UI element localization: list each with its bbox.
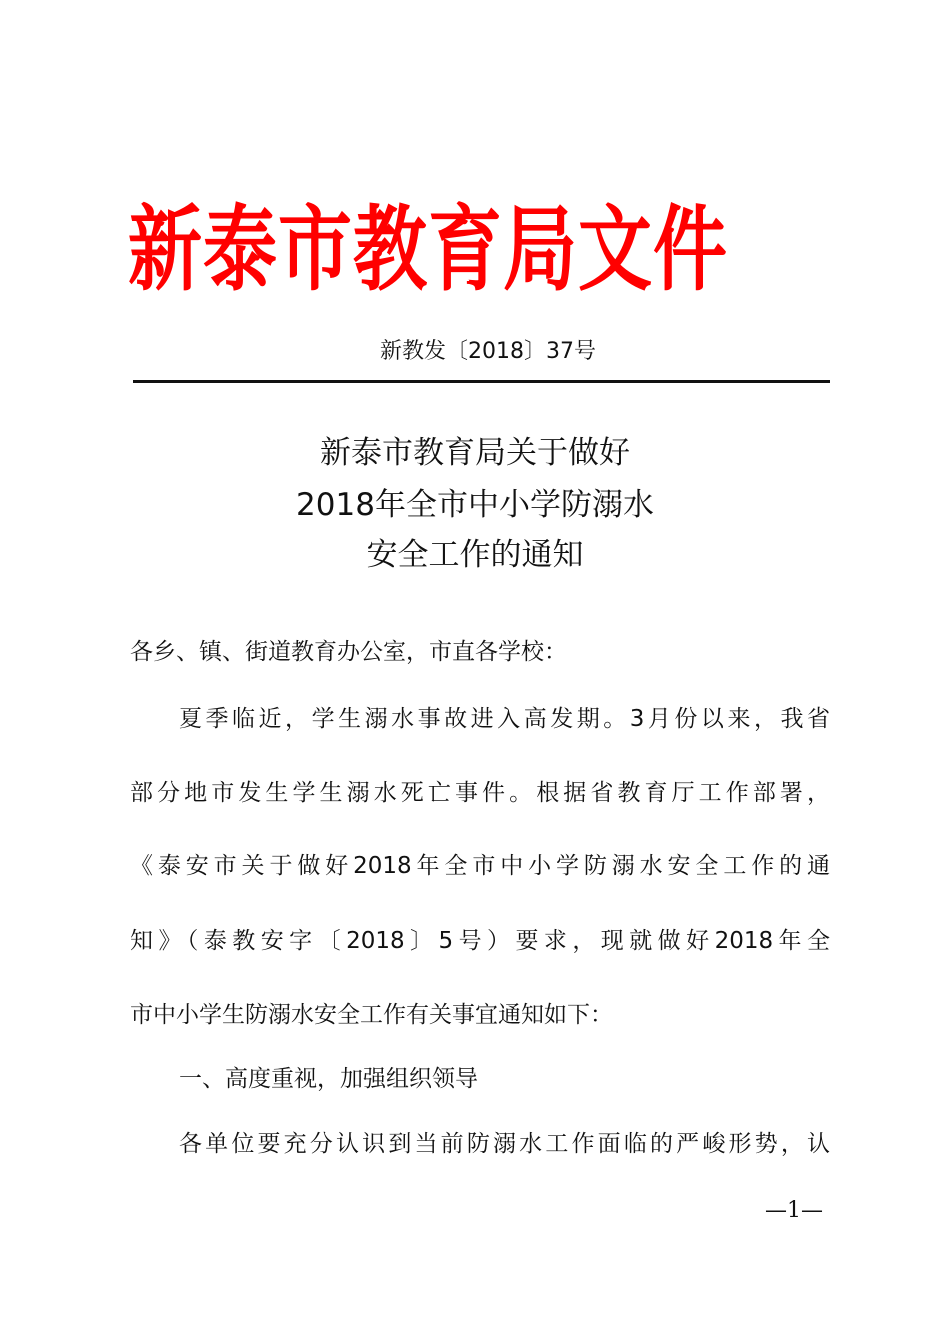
- issuing-authority-header: 新泰市教育局文件: [128, 196, 728, 304]
- body-line-5: 市中小学生防溺水安全工作有关事宜通知如下：: [130, 1002, 613, 1028]
- page-number: —1—: [765, 1198, 823, 1223]
- salutation: 各乡、镇、街道教育办公室，市直各学校：: [130, 639, 567, 665]
- header-divider: [133, 380, 830, 383]
- notice-title-line-2: 2018年全市中小学防溺水: [296, 487, 654, 523]
- notice-title-line-3: 安全工作的通知: [366, 537, 584, 573]
- body-line-2: 部分地市发生学生溺水死亡事件。根据省教育厅工作部署，: [130, 780, 830, 806]
- body-line-1: 夏季临近，学生溺水事故进入高发期。3月份以来，我省: [179, 706, 830, 732]
- notice-title-line-1: 新泰市教育局关于做好: [320, 435, 630, 471]
- section-body-line-1: 各单位要充分认识到当前防溺水工作面临的严峻形势，认: [179, 1131, 830, 1157]
- body-line-3: 《泰安市关于做好2018年全市中小学防溺水安全工作的通: [130, 853, 830, 879]
- section-heading: 一、高度重视，加强组织领导: [179, 1066, 478, 1092]
- document-number: 新教发〔2018〕37号: [380, 339, 596, 364]
- body-line-4: 知》（泰教安字〔2018〕5号）要求，现就做好2018年全: [130, 928, 830, 954]
